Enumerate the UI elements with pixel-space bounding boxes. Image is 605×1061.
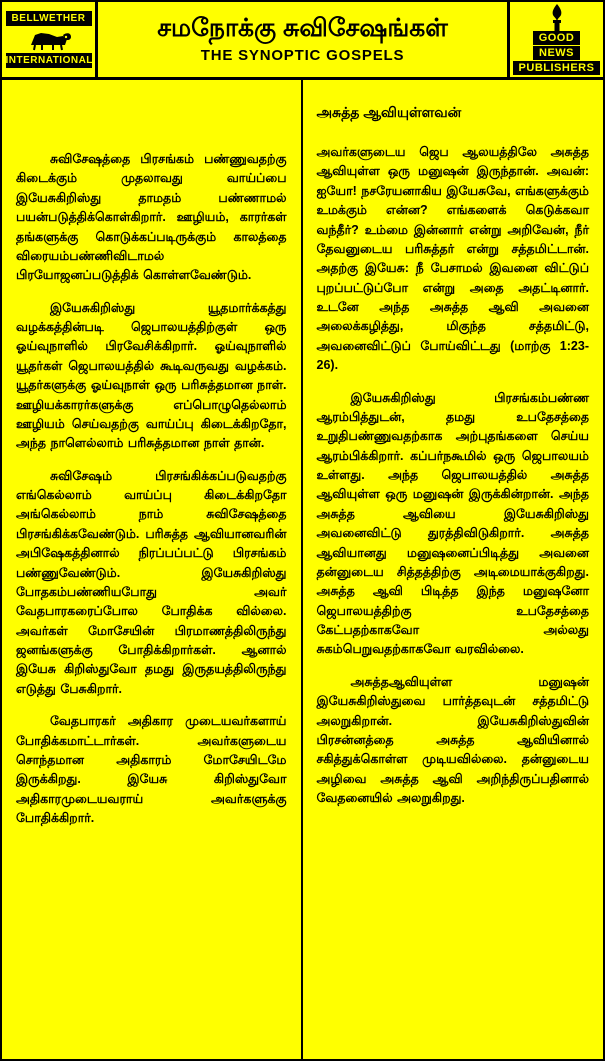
left-column-spacer bbox=[16, 104, 287, 150]
paragraph: இயேசுகிறிஸ்து பிரசங்கம்பண்ண ஆரம்பித்துடன், தமது உபதேசத்தை உறுதிபண்ணுவதற்காக அற்புதங்களை செய்ய ஆரம்பிக்கிறார். கப்பர்நகூமில் ஒரு ஜெபாலயம் உள்ளது. அந்த ஜெபாலயத்தில் அசுத்த ஆவியுள்ள ஒரு மனுஷன் இருக்கின்றான். அந்த அசுத்த ஆவியை இயேசுகிறிஸ்து அவனைவிட்டு துரத்திவிடுகிறார். அசுத்த ஆவியானது மனுஷனைப்பிடித்து அவனை தன்னுடைய சித்தத்திற்கு அடிமையாக்குகிறது. அசுத்த ஆவி பிடித்த இந்த மனுஷனோ ஜெபாலயத்திற்கு உபதேசத்தை கேட்பதற்காகவோ அல்லது சுகம்பெறுவதற்காகவோ வரவில்லை. bbox=[316, 390, 589, 657]
ram-emblem-icon bbox=[6, 26, 92, 52]
good-news-publishers-logo bbox=[507, 2, 603, 77]
right-column bbox=[303, 80, 604, 1059]
header-titles bbox=[98, 2, 507, 77]
page-title-english: THE SYNOPTIC GOSPELS bbox=[200, 46, 405, 64]
paragraph: அசுத்தஆவியுள்ள மனுஷன் இயேசுகிறிஸ்துவை பார்த்தவுடன் சத்தமிட்டு அலறுகிறான். இயேசுகிறிஸ்துவின் பிரசன்னத்தை அசுத்த ஆவியினால் சகித்துக்கொள்ள முடியவில்லை. தன்னுடைய அழிவை அசுத்த ஆவி அறிந்திருப்பதினால் வேதனையில் அலறுகிறது. bbox=[316, 674, 589, 805]
paragraph: சுவிசேஷத்தை பிரசங்கம் பண்ணுவதற்கு கிடைக்கும் முதலாவது வாய்ப்பை இயேசுகிறிஸ்து தாமதம் பண்ணாமல் பயன்படுத்திக்கொள்கிறார். ஊழியம், காரர்கள் தங்களுக்கு கொடுக்கப்படிருக்கும் காலத்தை விரையம்பண்ணிவிடாமல் பிரயோஜனப்படுத்திக் கொள்ளவேண்டும். bbox=[16, 152, 287, 283]
logo-right-line3: PUBLISHERS bbox=[513, 61, 601, 75]
left-column bbox=[2, 80, 303, 1059]
page-header bbox=[2, 2, 603, 80]
logo-right-line1: GOOD bbox=[533, 31, 581, 45]
paragraph: அவர்களுடைய ஜெப ஆலயத்திலே அசுத்த ஆவியுள்ள ஒரு மனுஷன் இருந்தான். அவன்: ஐயோ! நசரேயனாகிய இயேசுவே, எங்களுக்கும் உமக்கும் என்ன? எங்களைக் கெடுக்கவா வந்தீர்? உம்மை இன்னார் என்று அறிவேன், நீர் தேவனுடைய பரிசுத்தர் என்று சத்தமிட்டான். அதற்கு இயேசு: நீ பேசாமல் இவனை விட்டுப் புறப்பட்டுப்போ என்று அதை அதட்டினார். உடனே அந்த அசுத்த ஆவி அவனை அலைக்கழித்து, மிகுந்த சத்தமிட்டு, அவனைவிட்டுப் போய்விட்டது (மாற்கு 1:23-26). bbox=[316, 145, 589, 373]
logo-left-line1: BELLWETHER bbox=[6, 11, 92, 26]
bellwether-international-logo bbox=[2, 2, 98, 77]
torch-emblem-icon bbox=[514, 5, 600, 31]
section-heading: அசுத்த ஆவியுள்ளவன் bbox=[316, 104, 462, 120]
paragraph: இயேசுகிறிஸ்து யூதமார்க்கத்து வழக்கத்தின்படி ஜெபாலயத்திற்குள் ஒரு ஓய்வுநாளில் பிரவேசிக்கிறார். ஓய்வுநாளில் யூதர்கள் ஜெபாலயத்தில் கூடிவருவது வழக்கம். யூதர்களுக்கு ஓய்வுநாள் ஒரு பரிசுத்தமான நாள். ஊழியக்காரர்களுக்கு எப்பொழுதெல்லாம் ஊழியம் செய்வதற்கு வாய்ப்பு கிடைக்கிறதோ, அந்த நாளெல்லாம் பரிசுத்தமான நாள் தான். bbox=[16, 300, 287, 451]
paragraph: வேதபாரகர் அதிகார முடையவர்களாய் போதிக்கமாட்டார்கள். அவர்களுடைய சொந்தமான அதிகாரம் மோசேயிடமே இருக்கிறது. இயேசு கிறிஸ்துவோ அதிகாரமுடையவராய் அவர்களுக்கு போதிக்கிறார். bbox=[16, 714, 287, 825]
logo-right-words bbox=[513, 31, 601, 75]
article-body bbox=[2, 80, 603, 1059]
page-title-tamil: சமநோக்கு சுவிசேஷங்கள் bbox=[157, 14, 448, 43]
logo-right-line2: NEWS bbox=[533, 46, 580, 60]
paragraph: சுவிசேஷம் பிரசங்கிக்கப்படுவதற்கு எங்கெல்லாம் வாய்ப்பு கிடைக்கிறதோ அங்கெல்லாம் நாம் சுவிசேஷத்தை பிரசங்கிக்கவேண்டும். பரிசுத்த ஆவியானவரின் அபிஷேகத்தினால் நிரப்பப்பட்டு பிரசங்கம் பண்ணுவேண்டும். இயேசுகிறிஸ்து போதகம்பண்ணியபோது அவர் வேதபாரகரைப்போல போதிக்க வில்லை. அவர்கள் மோசேயின் பிரமாணத்திலிருந்து ஜனங்களுக்கு போதிக்கிறார்கள். ஆனால் இயேசு கிறிஸ்துவோ தமது இருதயத்திலிருந்து எடுத்து பேசுகிறார். bbox=[16, 468, 287, 696]
logo-left-line2: INTERNATIONAL bbox=[5, 55, 93, 66]
